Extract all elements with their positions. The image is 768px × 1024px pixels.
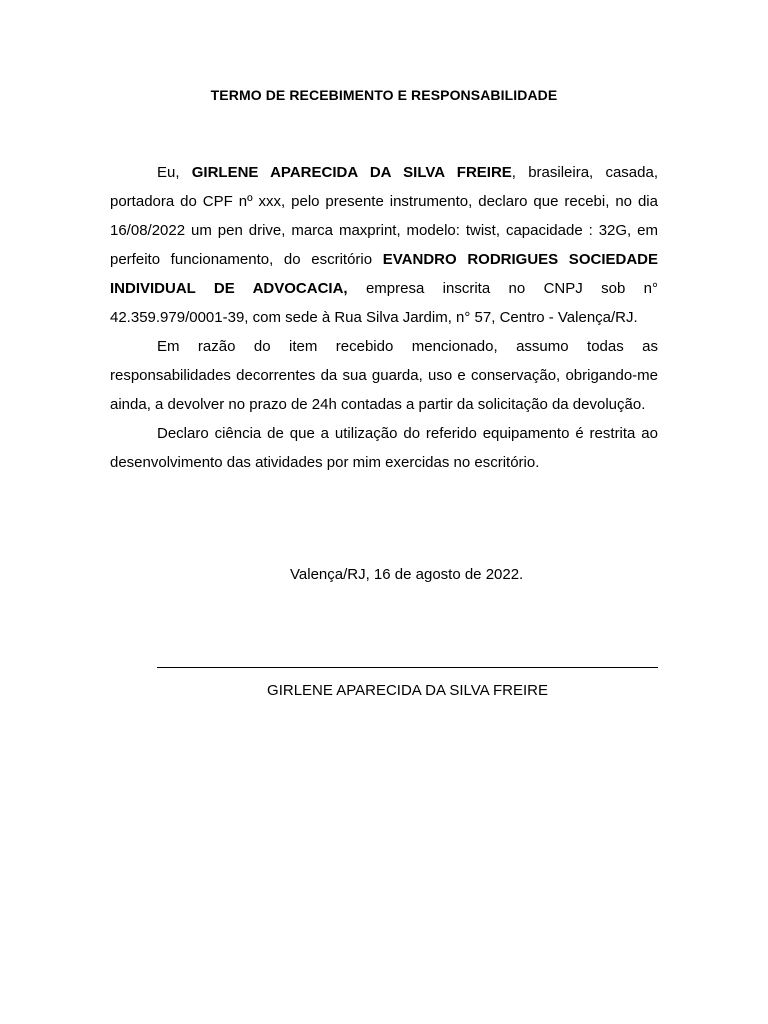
law-firm-name: EVANDRO RODRIGUES SOCIEDADE INDIVIDUAL DE ADVOCACIA, (110, 251, 658, 297)
paragraph-responsibility: Em razão do item recebido mencionado, assumo todas as responsabilidades decorrentes da sua guarda, uso e conservação, obrigando-me ainda, a devolver no prazo de 24h contadas a partir da solicitação da devolução. (110, 338, 658, 413)
document-title: TERMO DE RECEBIMENTO E RESPONSABILIDADE (210, 87, 558, 103)
paragraph-usage-restriction: Declaro ciência de que a utilização do referido equipamento é restrita ao desenvolvimento das atividades por mim exercidas no escritório. (110, 425, 658, 471)
paragraph-firm-details: empresa inscrita no CNPJ sob n° 42.359.979/0001-39, com sede à Rua Silva Jardim, n° 57, Centro - Valença/RJ. (110, 280, 658, 326)
paragraph-receipt-details: , brasileira, casada, portadora do CPF nº xxx, pelo presente instrumento, declaro que recebi, no dia 16/08/2022 um pen drive, marca maxprint, modelo: twist, capacidade : 32G, em perfeito funcionamento, do escritório (110, 164, 658, 268)
paragraph-intro: Eu, (157, 164, 192, 181)
place-and-date: Valença/RJ, 16 de agosto de 2022. (290, 566, 524, 583)
declarant-name: GIRLENE APARECIDA DA SILVA FREIRE (191, 164, 512, 181)
paragraph-declaration (110, 158, 658, 332)
signature-name: GIRLENE APARECIDA DA SILVA FREIRE (267, 682, 548, 699)
document-body (110, 158, 658, 477)
signature-line (157, 667, 658, 668)
